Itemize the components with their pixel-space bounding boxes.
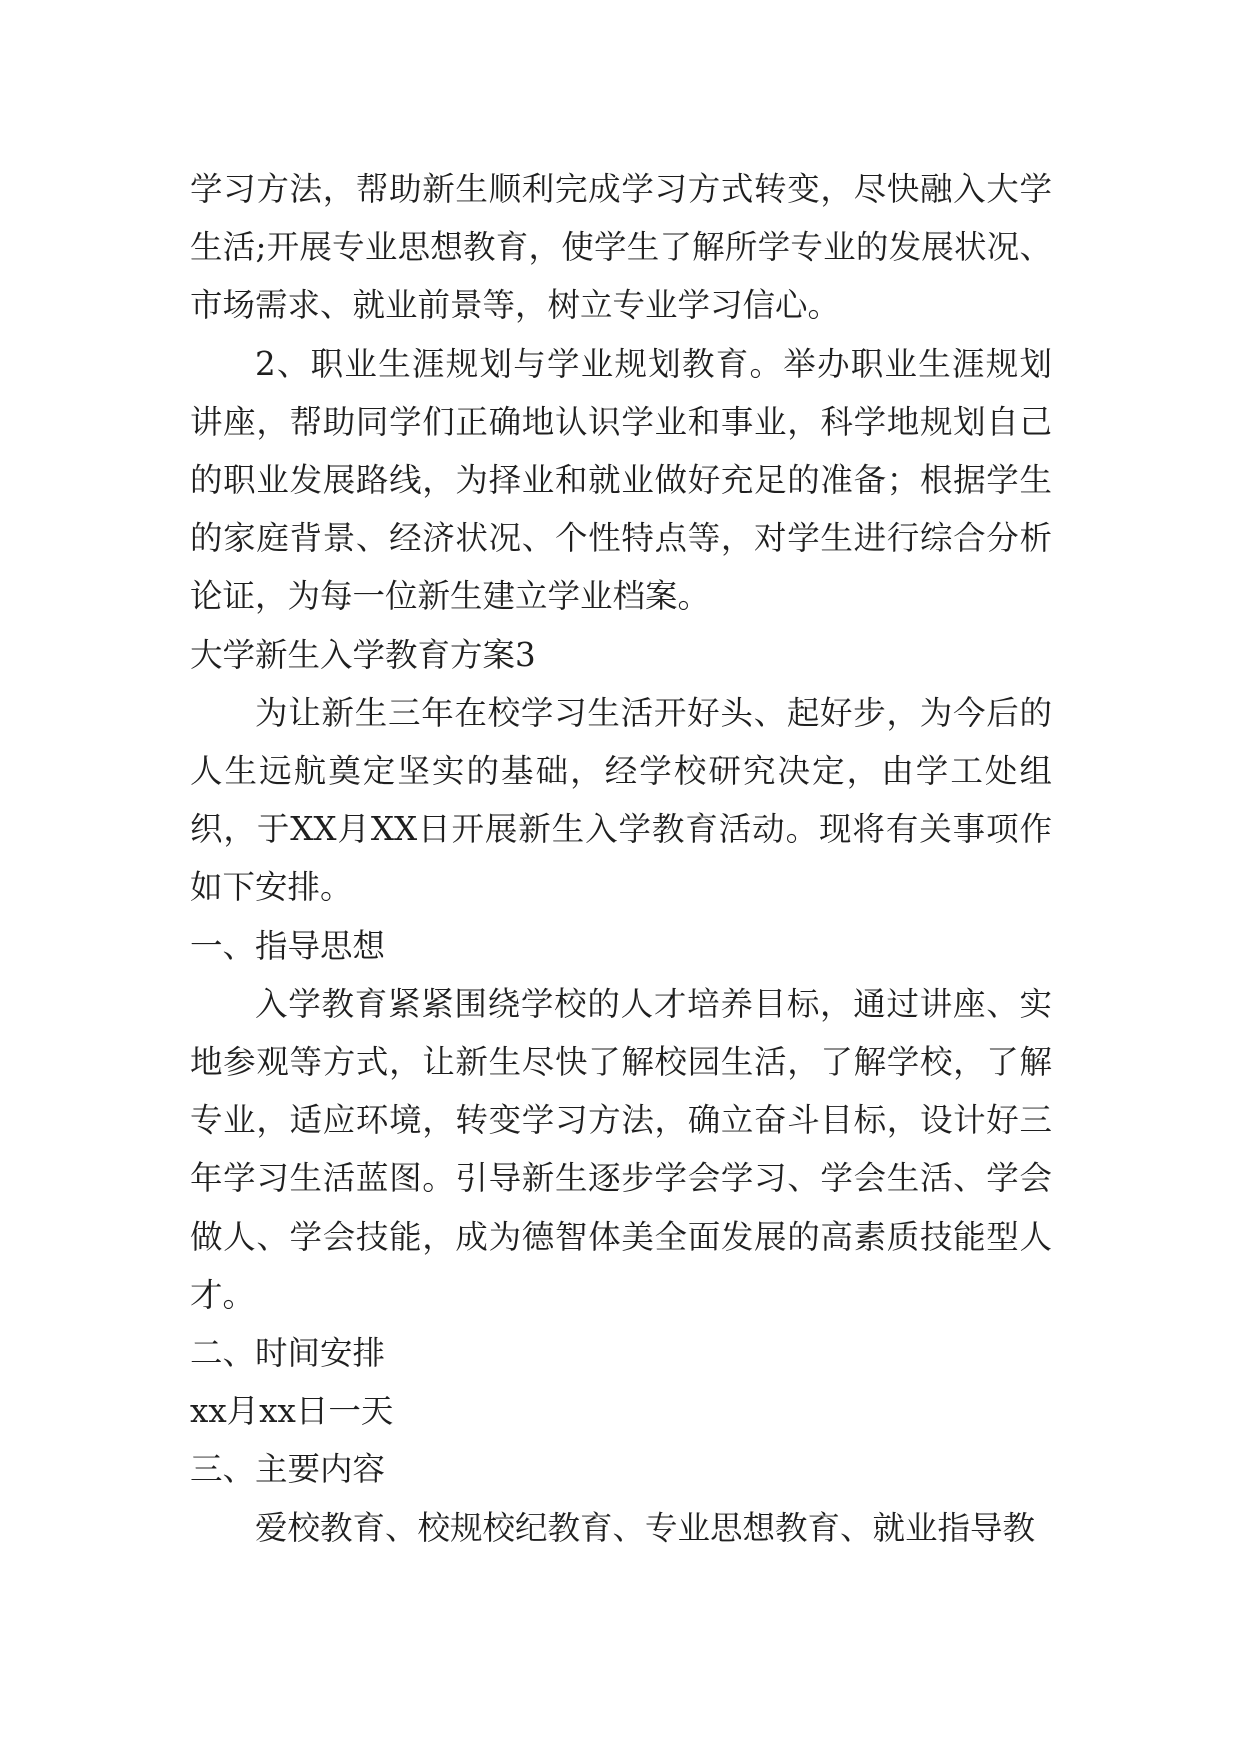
paragraph-introduction: 为让新生三年在校学习生活开好头、起好步，为今后的人生远航奠定坚实的基础，经学校研究决定，由学工处组织，于XX月XX日开展新生入学教育活动。现将有关事项作如下安排。 <box>190 693 1052 907</box>
heading-schedule: 二、时间安排 <box>190 1334 386 1373</box>
paragraph-guiding-thought: 入学教育紧紧围绕学校的人才培养目标，通过讲座、实地参观等方式，让新生尽快了解校园生活，了解学校，了解专业，适应环境，转变学习方法，确立奋斗目标，设计好三年学习生活蓝图。引导新生逐步学会学习、学会生活、学会做人、学会技能，成为德智体美全面发展的高素质技能型人才。 <box>190 984 1052 1314</box>
heading-guiding-thought: 一、指导思想 <box>190 926 386 965</box>
paragraph-career-planning: 2、职业生涯规划与学业规划教育。举办职业生涯规划讲座，帮助同学们正确地认识学业和事业，科学地规划自己的职业发展路线，为择业和就业做好充足的准备；根据学生的家庭背景、经济状况、个性特点等，对学生进行综合分析论证，为每一位新生建立学业档案。 <box>190 344 1052 616</box>
paragraph-continuation: 学习方法，帮助新生顺利完成学习方式转变，尽快融入大学生活;开展专业思想教育，使学生了解所学专业的发展状况、市场需求、就业前景等，树立专业学习信心。 <box>190 170 1052 325</box>
schedule-date: xx月xx日一天 <box>190 1392 394 1431</box>
document-body <box>190 160 1052 1557</box>
heading-main-content: 三、主要内容 <box>190 1450 386 1489</box>
paragraph-main-content: 爱校教育、校规校纪教育、专业思想教育、就业指导教 <box>255 1508 1036 1547</box>
section-title: 大学新生入学教育方案3 <box>190 635 536 674</box>
